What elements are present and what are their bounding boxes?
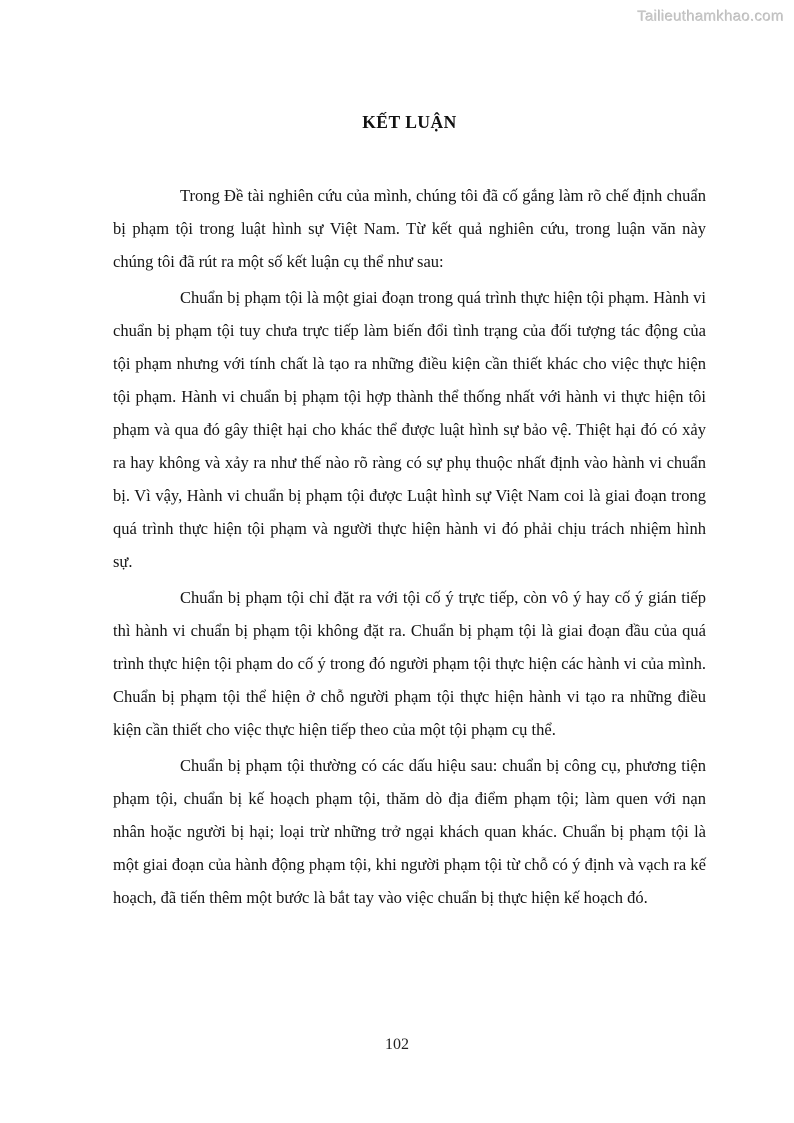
page-title: KẾT LUẬN bbox=[362, 112, 457, 132]
paragraph-intro: Trong Đề tài nghiên cứu của mình, chúng tôi đã cố gắng làm rõ chế định chuẩn bị phạm tội trong luật hình sự Việt Nam. Từ kết quả nghiên cứu, trong luận văn này chúng tôi đã rút ra một số kết luận cụ thể như sau: bbox=[113, 186, 706, 271]
watermark: Tailieuthamkhao.com bbox=[637, 8, 784, 25]
paragraph-intent-scope: Chuẩn bị phạm tội chỉ đặt ra với tội cố ý trực tiếp, còn vô ý hay cố ý gián tiếp thì hành vi chuẩn bị phạm tội không đặt ra. Chuẩn bị phạm tội là giai đoạn đầu của quá trình thực hiện tội phạm do cố ý trong đó người phạm tội thực hiện các hành vi của mình. Chuẩn bị phạm tội thể hiện ở chỗ người phạm tội thực hiện hành vi tạo ra những điều kiện cần thiết cho việc thực hiện tiếp theo của một tội phạm cụ thể. bbox=[113, 588, 706, 739]
paragraph-stage-definition: Chuẩn bị phạm tội là một giai đoạn trong quá trình thực hiện tội phạm. Hành vi chuẩn bị phạm tội tuy chưa trực tiếp làm biến đổi tình trạng của đối tượng tác động của tội phạm nhưng với tính chất là tạo ra những điều kiện cần thiết khác cho việc thực hiện tội phạm. Hành vi chuẩn bị phạm tội hợp thành thể thống nhất với hành vi thực hiện tôi phạm và qua đó gây thiệt hại cho khác thể được luật hình sự bảo vệ. Thiệt hại đó có xảy ra hay không và xảy ra như thế nào rõ ràng có sự phụ thuộc nhất định vào hành vi chuẩn bị. Vì vậy, Hành vi chuẩn bị phạm tội được Luật hình sự Việt Nam coi là giai đoạn trong quá trình thực hiện tội phạm và người thực hiện hành vi đó phải chịu trách nhiệm hình sự. bbox=[113, 288, 706, 571]
page-number: 102 bbox=[385, 1036, 409, 1053]
paragraph-signs: Chuẩn bị phạm tội thường có các dấu hiệu sau: chuẩn bị công cụ, phương tiện phạm tội, chuẩn bị kế hoạch phạm tội, thăm dò địa điểm phạm tội; làm quen với nạn nhân hoặc người bị hại; loại trừ những trở ngại khách quan khác. Chuẩn bị phạm tội là một giai đoạn của hành động phạm tội, khi người phạm tội từ chỗ có ý định và vạch ra kế hoạch, đã tiến thêm một bước là bắt tay vào việc chuẩn bị thực hiện kế hoạch đó. bbox=[113, 756, 706, 907]
body-text bbox=[113, 179, 706, 914]
page-content bbox=[113, 112, 706, 917]
